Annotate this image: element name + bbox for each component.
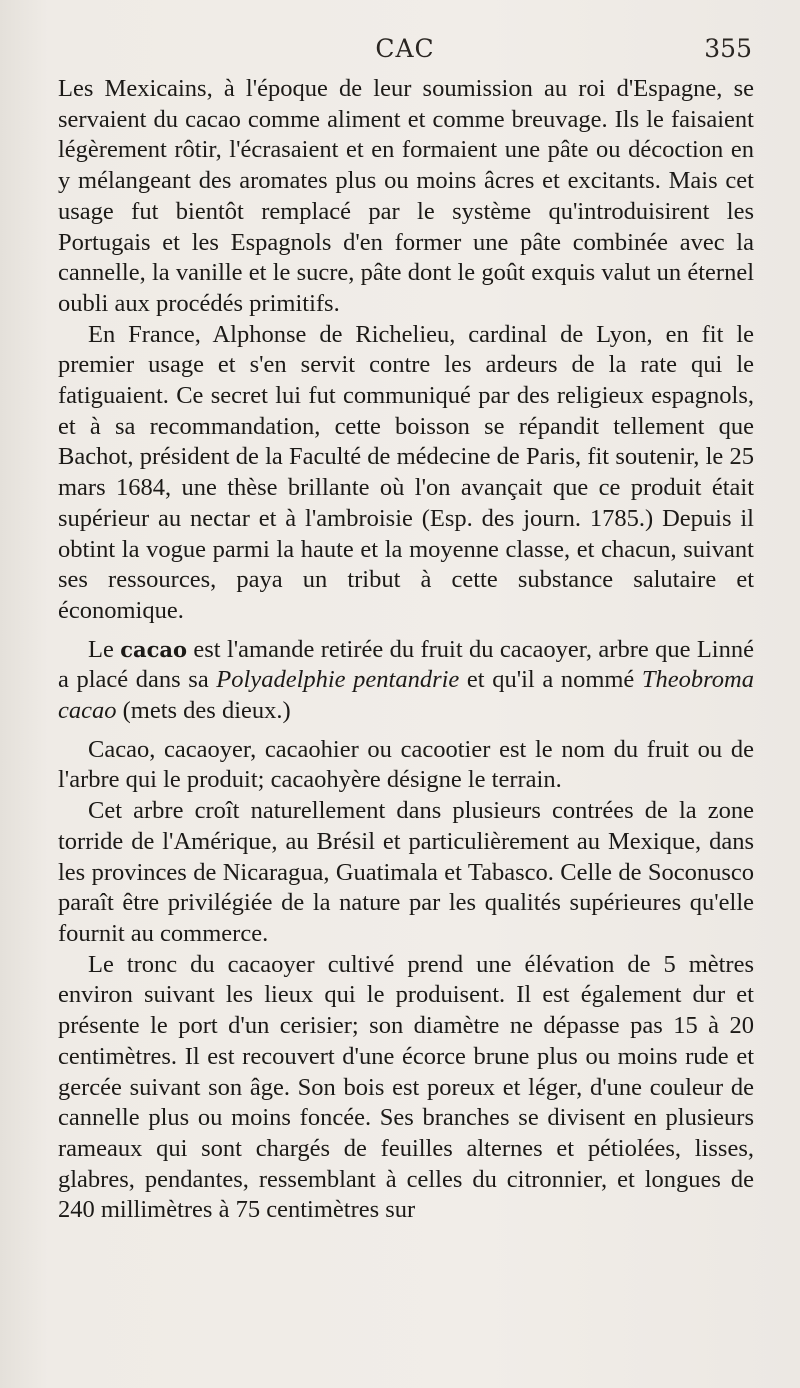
definition-text: est l'amande retirée du fruit du cacaoyer, arbre que Linné a placé dans sa <box>58 635 754 694</box>
body-text <box>58 74 754 1226</box>
running-header <box>58 34 752 70</box>
definition-intro: Le <box>88 635 121 663</box>
paragraph-trunk: Le tronc du cacaoyer cultivé prend une élévation de 5 mètres environ suivant les lieux qui le produisent. Il est également dur et présente le port d'un cerisier; son diamètre ne dépasse pas 15 à 20 centimètres. Il est recouvert d'une écorce brune plus ou moins rude et gercée suivant son âge. Son bois est poreux et léger, d'une couleur de cannelle plus ou moins foncée. Ses branches se divisent en plusieurs rameaux qui sont chargés de feuilles alternes et pétiolées, lisses, glabres, pendantes, ressemblant à celles du citronnier, et longues de 240 millimètres à 75 centimètres sur <box>58 950 754 1224</box>
paragraph-france: En France, Alphonse de Richelieu, cardinal de Lyon, en fit le premier usage et s'en servit contre les ardeurs de la rate qui le fatiguaient. Ce secret lui fut communiqué par des religieux espagnols, et à sa recommandation, cette boisson se répandit tellement que Bachot, président de la Faculté de médecine de Paris, fit soutenir, le 25 mars 1684, une thèse brillante où l'on avançait que ce produit était supérieur au nectar et à l'ambroisie (Esp. des journ. 1785.) Depuis il obtint la vogue parmi la haute et la moyenne classe, et chacun, suivant ses ressources, paya un tribut à cette substance salutaire et économique. <box>58 320 754 624</box>
botanical-class: Polyadelphie pentandrie <box>216 666 460 694</box>
running-title: CAC <box>375 34 435 63</box>
definition-text-2: et qu'il a nommé <box>459 666 642 694</box>
botanical-name: Theobroma cacao <box>58 666 754 725</box>
paragraph-names: Cacao, cacaoyer, cacaohier ou cacootier est le nom du fruit ou de l'arbre qui le produit; cacaohyère désigne le terrain. <box>58 735 754 794</box>
definition-end: (mets des dieux.) <box>116 697 291 725</box>
paragraph-mexicans: Les Mexicains, à l'époque de leur soumission au roi d'Espagne, se servaient du cacao comme aliment et comme breuvage. Ils le faisaient légèrement rôtir, l'écrasaient et en formaient une pâte ou décoction en y mélangeant des aromates plus ou moins âcres et excitants. Mais cet usage fut bientôt remplacé par le système qu'introduisirent les Portugais et les Espagnols d'en former une pâte combinée avec la cannelle, la vanille et le sucre, pâte dont le goût exquis valut un éternel oubli aux procédés primitifs. <box>58 75 754 317</box>
paragraph-habitat: Cet arbre croît naturellement dans plusieurs contrées de la zone torride de l'Amérique, au Brésil et particulièrement au Mexique, dans les provinces de Nicaragua, Guatimala et Tabasco. Celle de Soconusco paraît être privilégiée de la nature par les qualités supérieures qu'elle fournit au commerce. <box>58 797 754 947</box>
headword-cacao: cacao <box>120 636 187 662</box>
paragraph-definition <box>58 635 754 727</box>
page-number: 355 <box>704 34 752 63</box>
